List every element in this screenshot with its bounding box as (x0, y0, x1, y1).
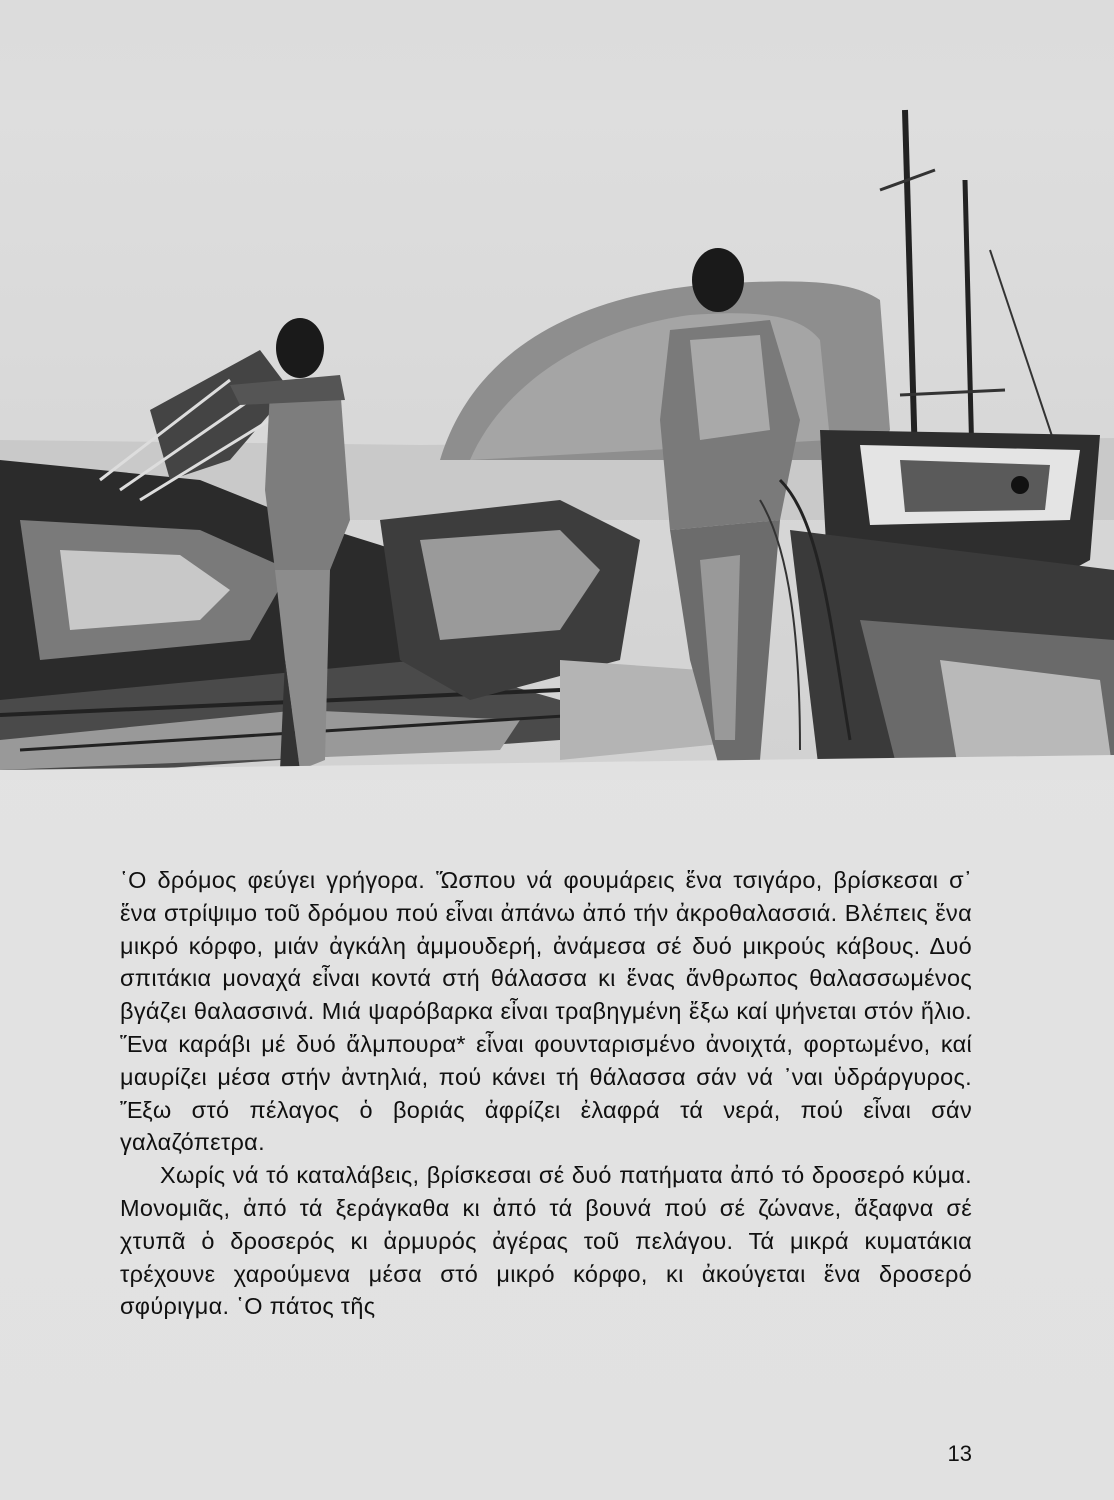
paragraph-1: ῾Ο δρόμος φεύγει γρήγορα. Ὥσπου νά φουμάρεις ἕνα τσιγάρο, βρίσκεσαι σ᾽ ἕνα στρίψιμο τοῦ δρόμου πού εἶναι ἀπάνω ἀπό τήν ἀκροθαλασσιά. Βλέπεις ἕνα μικρό κόρφο, μιάν ἀγκάλη ἀμμουδερή, ἀνάμεσα σέ δυό μικρούς κάβους. Δυό σπιτάκια μοναχά εἶναι κοντά στή θάλασσα κι ἕνας ἄνθρωπος θαλασσωμένος βγάζει θαλασσινά. Μιά ψαρόβαρκα εἶναι τραβηγμένη ἔξω καί ψήνεται στόν ἥλιο. Ἕνα καράβι μέ δυό ἄλμπουρα* εἶναι φουνταρισμένο ἀνοιχτά, φορτωμένο, καί μαυρίζει μέσα στήν ἀντηλιά, πού κάνει τή θάλασσα σάν νά ᾽ναι ὑδράργυρος. Ἔξω στό πέλαγος ὁ βοριάς ἀφρίζει ἐλαφρά τά νερά, πού εἶναι σάν γαλαζόπετρα. (120, 867, 972, 1156)
fishermen-boats-illustration-icon (0, 100, 1114, 780)
paragraph-2: Χωρίς νά τό καταλάβεις, βρίσκεσαι σέ δυό πατήματα ἀπό τό δροσερό κύμα. Μονομιᾶς, ἀπό τά ξεράγκαθα κι ἀπό τά βουνά πού σέ ζώνανε, ἄξαφνα σέ χτυπᾶ ὁ δροσερός κι ἁρμυρός ἀγέρας τοῦ πελάγου. Τά μικρά κυματάκια τρέχουνε χαρούμενα μέσα στό μικρό κόρφο, κι ἀκούγεται ἕνα δροσερό σφύριγμα. ῾Ο πάτος τῆς (120, 1162, 972, 1320)
page-number: 13 (947, 1441, 972, 1466)
body-text (120, 864, 972, 1323)
